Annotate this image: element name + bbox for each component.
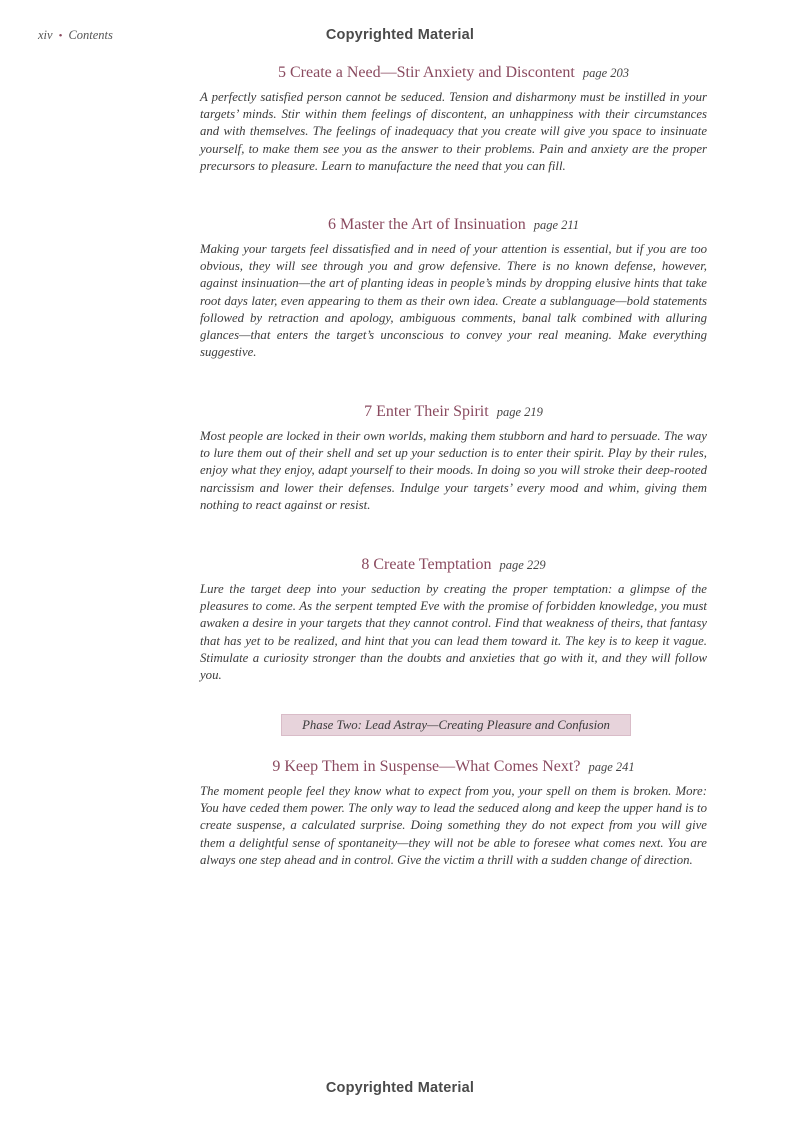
- watermark-top: Copyrighted Material: [325, 27, 475, 43]
- entry-title: [200, 215, 707, 235]
- entry-page-ref: page 229: [499, 558, 546, 572]
- section-name: Contents: [68, 28, 113, 42]
- toc-entry-7: [200, 402, 707, 514]
- bullet-separator: •: [58, 30, 63, 42]
- toc-entry-8: [200, 555, 707, 684]
- phase-heading: Phase Two: Lead Astray—Creating Pleasure and Confusion: [281, 714, 631, 736]
- entry-page-ref: page 211: [533, 218, 579, 232]
- entry-title-text: 6 Master the Art of Insinuation: [328, 216, 526, 233]
- entry-summary: A perfectly satisfied person cannot be seduced. Tension and disharmony must be instilled in your targets’ minds. Stir within them feelings of discontent, an unhappiness with their circumstances and with themselves. The feelings of inadequacy that you create will give you space to insinuate yourself, to make them see you as the answer to their problems. Pain and anxiety are the proper precursors to pleasure. Learn to manufacture the need that you can fill.: [200, 90, 707, 173]
- entry-page-ref: page 203: [582, 66, 629, 80]
- entry-summary: Making your targets feel dissatisfied and in need of your attention is essential, but if you are too obvious, they will see through you and grow defensive. There is no known defense, however, against insinuation—the art of planting ideas in people’s minds by dropping elusive hints that take root days later, even appearing to them as their own idea. Create a sublanguage—bold statements followed by retraction and apology, ambiguous comments, banal talk combined with alluring glances—that enters the target’s unconscious to convey your real meaning. Make everything suggestive.: [200, 242, 707, 360]
- entry-summary: Most people are locked in their own worlds, making them stubborn and hard to persuade. The way to lure them out of their shell and set up your seduction is to enter their spirit. Play by their rules, enjoy what they enjoy, adapt yourself to their moods. In doing so you will stroke their deep-rooted narcissism and lower their defenses. Indulge your targets’ every mood and whim, giving them nothing to react against or resist.: [200, 429, 707, 512]
- entry-page-ref: page 241: [588, 760, 635, 774]
- entry-summary: Lure the target deep into your seduction by creating the proper temptation: a glimpse of the pleasures to come. As the serpent tempted Eve with the promise of forbidden knowledge, you must awaken a desire in your targets that they cannot control. Find that weakness of theirs, that fantasy that has yet to be realized, and hint that you can lead them toward it. The key is to keep it vague. Stimulate a curiosity stronger than the doubts and anxieties that go with it, and they will follow you.: [200, 582, 707, 683]
- entry-page-ref: page 219: [496, 405, 543, 419]
- toc-entry-6: [200, 215, 707, 361]
- entry-title: [200, 555, 707, 575]
- entry-title: [200, 63, 707, 83]
- page-number: xiv: [38, 28, 53, 42]
- entry-title-text: 8 Create Temptation: [361, 556, 492, 573]
- toc-entry-9: [200, 757, 707, 869]
- entry-title: [200, 402, 707, 422]
- toc-entry-5: [200, 63, 707, 175]
- entry-title-text: 7 Enter Their Spirit: [364, 403, 489, 420]
- entry-title-text: 9 Keep Them in Suspense—What Comes Next?: [272, 758, 581, 775]
- entry-title: [200, 757, 707, 777]
- watermark-bottom: Copyrighted Material: [325, 1080, 475, 1096]
- entry-title-text: 5 Create a Need—Stir Anxiety and Discontent: [278, 64, 575, 81]
- entry-summary: The moment people feel they know what to expect from you, your spell on them is broken. More: You have ceded them power. The only way to lead the seduced along and keep the upper hand is to create suspense, a calculated surprise. Doing something they do not expect from you will give them a delightful sense of spontaneity—they will not be able to foresee what comes next. You are always one step ahead and in control. Give the victim a thrill with a sudden change of direction.: [200, 784, 707, 867]
